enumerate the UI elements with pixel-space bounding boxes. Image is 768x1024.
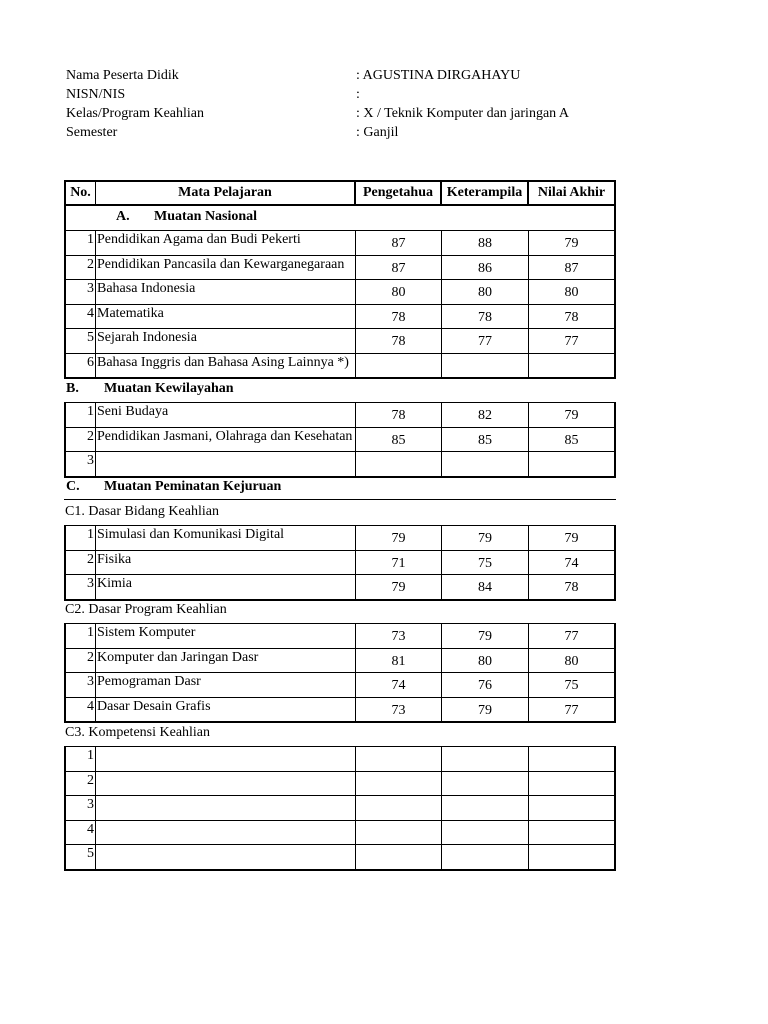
keterampilan-score: 88 (442, 230, 529, 255)
section-title: Muatan Peminatan Kejuruan (104, 479, 282, 494)
pengetahuan-score: 85 (356, 427, 442, 452)
row-number: 3 (64, 795, 96, 820)
keterampilan-score: 79 (442, 525, 529, 550)
header-nilai-akhir: Nilai Akhir (529, 180, 616, 206)
nilai-akhir-score: 77 (529, 623, 616, 648)
row-number: 3 (64, 279, 96, 304)
keterampilan-score (442, 820, 529, 845)
pengetahuan-score: 78 (356, 402, 442, 427)
nilai-akhir-score: 79 (529, 402, 616, 427)
keterampilan-score (442, 451, 529, 476)
row-number: 2 (64, 771, 96, 796)
nilai-akhir-score (529, 820, 616, 845)
pengetahuan-score (356, 353, 442, 378)
keterampilan-score: 80 (442, 279, 529, 304)
subject-name: Seni Budaya (96, 402, 356, 427)
subject-name: Pemograman Dasr (96, 672, 356, 697)
keterampilan-score (442, 844, 529, 869)
info-value: : X / Teknik Komputer dan jaringan A (356, 106, 570, 121)
row-number: 4 (64, 820, 96, 845)
subject-name: Pendidikan Agama dan Budi Pekerti (96, 230, 356, 255)
subject-name: Sejarah Indonesia (96, 328, 356, 353)
row-number: 1 (64, 623, 96, 648)
subject-name: Simulasi dan Komunikasi Digital (96, 525, 356, 550)
info-value: : AGUSTINA DIRGAHAYU (356, 68, 521, 83)
row-number: 4 (64, 697, 96, 722)
header-mata-pelajaran: Mata Pelajaran (96, 180, 356, 206)
nilai-akhir-score: 79 (529, 230, 616, 255)
row-number: 1 (64, 525, 96, 550)
row-number: 2 (64, 550, 96, 575)
subject-name: Bahasa Indonesia (96, 279, 356, 304)
subject-name (96, 771, 356, 796)
header-pengetahuan: Pengetahua (356, 180, 442, 206)
keterampilan-score (442, 795, 529, 820)
row-number: 3 (64, 451, 96, 476)
subject-name: Dasar Desain Grafis (96, 697, 356, 722)
subsection-title-c3: C3. Kompetensi Keahlian (65, 725, 211, 740)
info-value: : Ganjil (356, 125, 399, 140)
keterampilan-score (442, 746, 529, 771)
keterampilan-score (442, 353, 529, 378)
row-number: 6 (64, 353, 96, 378)
keterampilan-score: 75 (442, 550, 529, 575)
section-c-heading (64, 476, 616, 500)
nilai-akhir-score: 87 (529, 255, 616, 280)
section-letter: A. (116, 209, 130, 224)
row-number: 5 (64, 844, 96, 869)
nilai-akhir-score: 85 (529, 427, 616, 452)
nilai-akhir-score: 74 (529, 550, 616, 575)
subject-name: Pendidikan Pancasila dan Kewarganegaraan (96, 255, 356, 280)
pengetahuan-score: 74 (356, 672, 442, 697)
subject-name: Komputer dan Jaringan Dasr (96, 648, 356, 673)
pengetahuan-score: 73 (356, 697, 442, 722)
info-label: Semester (66, 125, 118, 140)
row-number: 2 (64, 648, 96, 673)
pengetahuan-score (356, 771, 442, 796)
nilai-akhir-score: 78 (529, 304, 616, 329)
row-number: 1 (64, 402, 96, 427)
nilai-akhir-score: 78 (529, 574, 616, 599)
section-title: Muatan Nasional (154, 209, 258, 224)
row-number: 2 (64, 255, 96, 280)
nilai-akhir-score: 79 (529, 525, 616, 550)
pengetahuan-score: 79 (356, 574, 442, 599)
keterampilan-score: 85 (442, 427, 529, 452)
header-no: No. (64, 180, 96, 206)
subject-name (96, 820, 356, 845)
nilai-akhir-score: 77 (529, 328, 616, 353)
keterampilan-score: 77 (442, 328, 529, 353)
row-number: 3 (64, 672, 96, 697)
keterampilan-score: 78 (442, 304, 529, 329)
pengetahuan-score: 78 (356, 328, 442, 353)
nilai-akhir-score: 80 (529, 279, 616, 304)
subject-name (96, 844, 356, 869)
info-label: NISN/NIS (66, 87, 126, 102)
subject-name (96, 746, 356, 771)
pengetahuan-score: 71 (356, 550, 442, 575)
keterampilan-score: 86 (442, 255, 529, 280)
keterampilan-score: 82 (442, 402, 529, 427)
nilai-akhir-score (529, 451, 616, 476)
pengetahuan-score (356, 746, 442, 771)
nilai-akhir-score (529, 353, 616, 378)
keterampilan-score: 84 (442, 574, 529, 599)
section-letter: C. (66, 479, 80, 494)
pengetahuan-score (356, 451, 442, 476)
subsection-title-c2: C2. Dasar Program Keahlian (65, 602, 227, 617)
pengetahuan-score (356, 795, 442, 820)
row-number: 3 (64, 574, 96, 599)
keterampilan-score: 76 (442, 672, 529, 697)
pengetahuan-score: 80 (356, 279, 442, 304)
section-divider (64, 869, 616, 871)
pengetahuan-score: 78 (356, 304, 442, 329)
keterampilan-score (442, 771, 529, 796)
pengetahuan-score: 73 (356, 623, 442, 648)
row-number: 4 (64, 304, 96, 329)
subject-name: Sistem Komputer (96, 623, 356, 648)
subject-name: Bahasa Inggris dan Bahasa Asing Lainnya *) (96, 353, 356, 378)
section-letter: B. (66, 381, 79, 396)
nilai-akhir-score (529, 746, 616, 771)
subsection-title-c1: C1. Dasar Bidang Keahlian (65, 504, 219, 519)
info-label: Nama Peserta Didik (66, 68, 179, 83)
row-number: 1 (64, 230, 96, 255)
header-keterampilan: Keterampila (442, 180, 529, 206)
subject-name: Matematika (96, 304, 356, 329)
subject-name (96, 451, 356, 476)
nilai-akhir-score: 75 (529, 672, 616, 697)
keterampilan-score: 79 (442, 697, 529, 722)
row-number: 2 (64, 427, 96, 452)
nilai-akhir-score: 77 (529, 697, 616, 722)
section-b-heading (64, 378, 616, 402)
subject-name (96, 795, 356, 820)
pengetahuan-score: 79 (356, 525, 442, 550)
nilai-akhir-score: 80 (529, 648, 616, 673)
row-number: 5 (64, 328, 96, 353)
nilai-akhir-score (529, 771, 616, 796)
subject-name: Fisika (96, 550, 356, 575)
subject-name: Kimia (96, 574, 356, 599)
nilai-akhir-score (529, 795, 616, 820)
nilai-akhir-score (529, 844, 616, 869)
pengetahuan-score (356, 844, 442, 869)
keterampilan-score: 80 (442, 648, 529, 673)
pengetahuan-score: 87 (356, 255, 442, 280)
info-value: : (356, 87, 360, 102)
section-a-heading (64, 206, 616, 230)
pengetahuan-score (356, 820, 442, 845)
pengetahuan-score: 87 (356, 230, 442, 255)
subject-name: Pendidikan Jasmani, Olahraga dan Kesehatan (96, 427, 356, 452)
info-label: Kelas/Program Keahlian (66, 106, 205, 121)
section-title: Muatan Kewilayahan (104, 381, 234, 396)
row-number: 1 (64, 746, 96, 771)
pengetahuan-score: 81 (356, 648, 442, 673)
keterampilan-score: 79 (442, 623, 529, 648)
